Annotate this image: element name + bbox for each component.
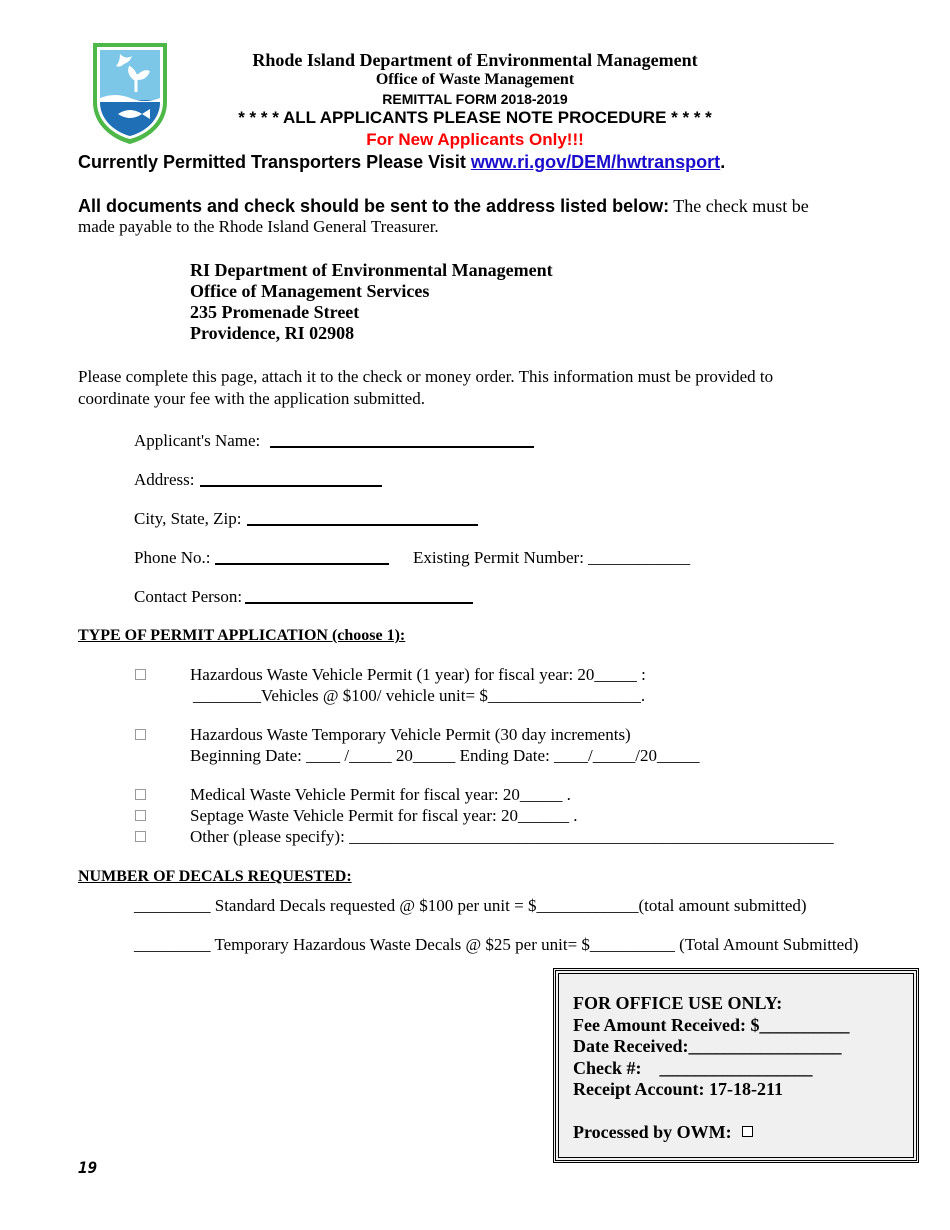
city-state-zip-label: City, State, Zip:: [134, 509, 242, 528]
existing-permit-field[interactable]: Existing Permit Number: ____________: [413, 548, 691, 567]
processed-checkbox[interactable]: [742, 1126, 753, 1137]
instructions-line2: made payable to the Rhode Island General Treasurer.: [78, 217, 439, 236]
address-label: Address:: [134, 470, 195, 489]
hw-vehicle-checkbox[interactable]: [135, 669, 146, 680]
transporters-suffix: .: [720, 152, 726, 172]
other-permit-line: Other (please specify): _________________________________________________________: [190, 827, 834, 846]
complete-note-line2: coordinate your fee with the application submitted.: [78, 389, 425, 408]
complete-note: [78, 366, 773, 410]
office-use-box: [553, 968, 919, 1163]
permit-type-heading: TYPE OF PERMIT APPLICATION (choose 1):: [78, 627, 406, 644]
hw-temp-line2: Beginning Date: ____ /_____ 20_____ Ending Date: ____/_____/20_____: [190, 746, 700, 765]
applicant-name-label: Applicant's Name:: [134, 431, 261, 450]
hw-vehicle-line1: Hazardous Waste Vehicle Permit (1 year) for fiscal year: 20_____ :: [190, 665, 646, 684]
other-checkbox[interactable]: [135, 831, 146, 842]
medical-checkbox[interactable]: [135, 789, 146, 800]
instructions-lead: All documents and check should be sent to the address listed below:: [78, 196, 670, 216]
address-line-1: RI Department of Environmental Management: [190, 260, 553, 280]
city-state-zip-field[interactable]: [247, 524, 478, 526]
hw-vehicle-line2: ________Vehicles @ $100/ vehicle unit= $__________________.: [193, 686, 646, 705]
address-block: [190, 260, 553, 344]
transporters-line: [78, 151, 725, 173]
hw-temp-checkbox[interactable]: [135, 729, 146, 740]
receipt-account-line: Receipt Account: 17-18-211: [573, 1079, 783, 1099]
contact-person-field[interactable]: [245, 602, 473, 604]
processed-by-label: Processed by OWM:: [573, 1121, 732, 1142]
address-field[interactable]: [200, 485, 382, 487]
department-title: Rhode Island Department of Environmental Management: [252, 50, 698, 70]
date-received-line: Date Received:_________________: [573, 1036, 842, 1056]
instructions-rest: The check must be: [669, 196, 809, 216]
septage-permit-line: Septage Waste Vehicle Permit for fiscal year: 20______ .: [190, 806, 578, 825]
procedure-notice: * * * * ALL APPLICANTS PLEASE NOTE PROCEDURE * * * *: [238, 108, 712, 127]
address-line-4: Providence, RI 02908: [190, 323, 355, 343]
standard-decals-line: _________ Standard Decals requested @ $100 per unit = $____________(total amount submitted): [134, 896, 807, 915]
septage-checkbox[interactable]: [135, 810, 146, 821]
page-number: 19: [78, 1158, 98, 1177]
processed-by-line: [573, 1122, 849, 1144]
office-use-title: FOR OFFICE USE ONLY:: [573, 993, 783, 1013]
temporary-decals-line: _________ Temporary Hazardous Waste Decals @ $25 per unit= $__________ (Total Amount Submitted): [134, 935, 859, 954]
hw-temp-line1: Hazardous Waste Temporary Vehicle Permit (30 day increments): [190, 725, 631, 744]
fee-received-line: Fee Amount Received: $__________: [573, 1014, 850, 1035]
instructions-paragraph: [78, 195, 868, 217]
office-use-content: [573, 993, 849, 1143]
medical-permit-line: Medical Waste Vehicle Permit for fiscal year: 20_____ .: [190, 785, 571, 804]
form-title: REMITTAL FORM 2018-2019: [382, 91, 568, 107]
decals-heading: NUMBER OF DECALS REQUESTED:: [78, 868, 352, 885]
phone-field[interactable]: [215, 563, 389, 565]
new-applicants-notice: For New Applicants Only!!!: [366, 130, 584, 149]
complete-note-line1: Please complete this page, attach it to the check or money order. This information must be provided to: [78, 367, 774, 386]
transporters-prefix: Currently Permitted Transporters Please Visit: [78, 152, 471, 172]
check-number-line: Check #: _________________: [573, 1057, 813, 1078]
office-title: Office of Waste Management: [375, 71, 575, 88]
address-line-2: Office of Management Services: [190, 281, 430, 301]
address-line-3: 235 Promenade Street: [190, 302, 360, 322]
applicant-name-field[interactable]: [270, 446, 534, 448]
hwtransport-link[interactable]: www.ri.gov/DEM/hwtransport: [470, 152, 721, 172]
phone-label: Phone No.:: [134, 548, 211, 567]
contact-person-label: Contact Person:: [134, 587, 243, 606]
